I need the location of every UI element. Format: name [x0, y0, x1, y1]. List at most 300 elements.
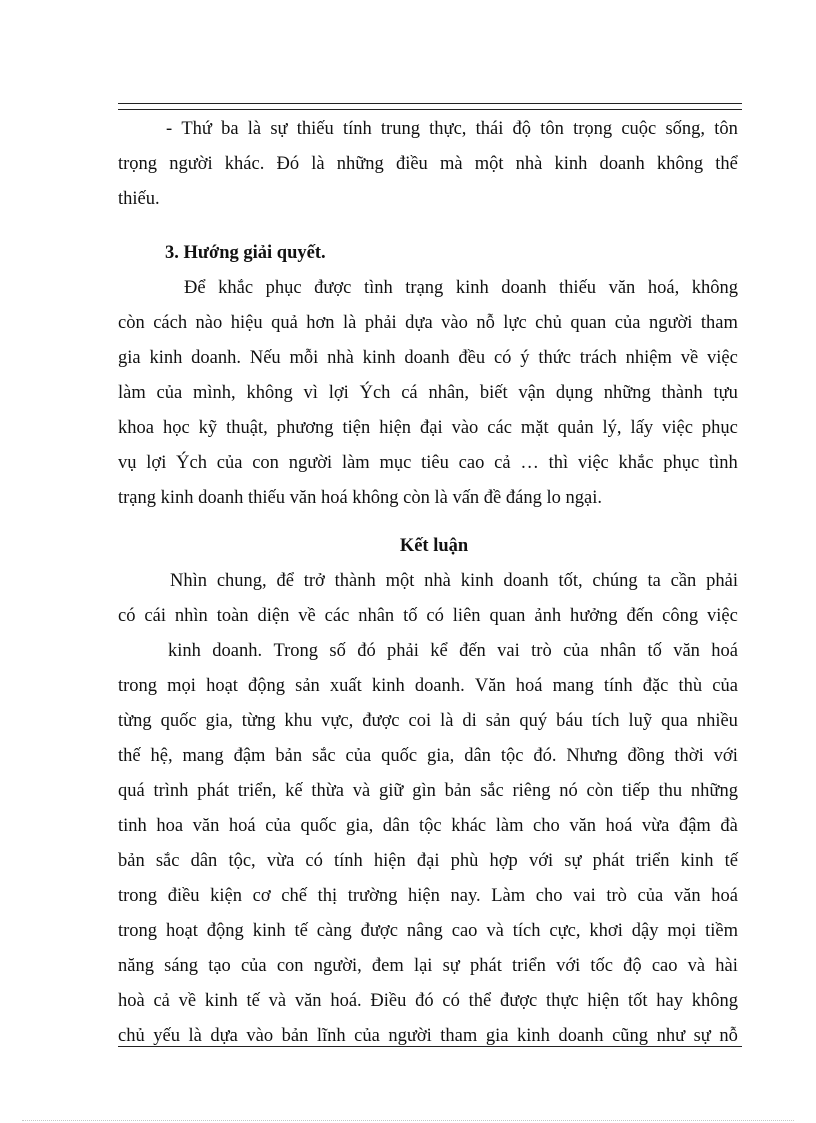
word: hoà: [118, 991, 145, 1011]
word: triển,: [237, 781, 277, 801]
word: phục: [663, 453, 700, 473]
word: động: [248, 676, 286, 696]
word: hoá: [515, 676, 543, 696]
text-line: [118, 446, 738, 481]
word: nhà: [424, 571, 451, 591]
word: mục: [379, 453, 412, 473]
word: trong: [118, 676, 158, 696]
text-line: [118, 112, 738, 147]
word: tiêu: [421, 453, 449, 473]
word: đều: [458, 348, 486, 368]
word: tôn: [540, 119, 564, 139]
word: sự: [270, 119, 288, 139]
word: doanh.: [414, 676, 465, 696]
word: hơn: [306, 313, 335, 333]
word: của: [354, 1026, 380, 1046]
word: việc: [707, 606, 738, 626]
word: việc: [662, 418, 693, 438]
text-line: [118, 949, 738, 984]
word: văn: [569, 816, 597, 836]
word: hoá,: [647, 278, 680, 298]
word: kinh: [204, 991, 238, 1011]
word: lợi: [146, 453, 167, 473]
word: cả: [153, 991, 170, 1011]
word: nhiều: [696, 711, 738, 731]
word: phương: [276, 418, 334, 438]
paragraph-third-point: [118, 112, 738, 217]
word: nhà: [327, 348, 354, 368]
word: cũng: [612, 1026, 649, 1046]
word: doanh: [404, 348, 450, 368]
text-line: [118, 411, 738, 446]
word: thực,: [429, 119, 467, 139]
word: riêng: [512, 781, 551, 801]
word: người,: [313, 956, 362, 976]
word: mỗi: [289, 348, 319, 368]
word: đà: [720, 816, 738, 836]
word: văn: [608, 278, 636, 298]
word: đại: [416, 851, 440, 871]
word: người: [169, 154, 213, 174]
word: cao: [458, 453, 485, 473]
word: triển: [635, 851, 670, 871]
word: những: [603, 383, 651, 403]
word: sáng: [164, 956, 199, 976]
word: vận: [518, 383, 546, 403]
word: quan: [489, 606, 526, 626]
word: thị: [317, 886, 338, 906]
word: sắc: [480, 781, 504, 801]
word: vì: [303, 383, 318, 403]
word: mình,: [193, 383, 236, 403]
word: tinh: [118, 816, 147, 836]
word: Ých: [359, 383, 391, 403]
word: tốt: [627, 991, 648, 1011]
word: thức: [538, 348, 571, 368]
word: còn: [586, 781, 614, 801]
word: nhà: [515, 154, 543, 174]
word: lĩnh: [316, 1026, 346, 1046]
word: kỹ: [198, 418, 218, 438]
word: đại: [420, 418, 443, 438]
word: luỹ: [628, 711, 653, 731]
word: hay: [656, 991, 683, 1011]
word: có: [493, 348, 512, 368]
word: thì: [548, 453, 569, 473]
word: xuất: [329, 676, 362, 696]
word: năng: [118, 956, 154, 976]
word: phục: [701, 418, 738, 438]
word: cái: [144, 606, 166, 626]
word: là: [343, 313, 357, 333]
word: dựa: [405, 313, 433, 333]
word: việc: [577, 453, 609, 473]
word: tế: [246, 991, 260, 1011]
word: tính: [603, 676, 633, 696]
word: kinh: [362, 348, 396, 368]
word: đậm: [678, 816, 711, 836]
word: sắc: [155, 851, 180, 871]
word: Nhưng: [566, 746, 618, 766]
word: -: [166, 119, 173, 139]
text-line: [118, 271, 738, 306]
word: doanh: [599, 154, 645, 174]
word: Điều: [370, 991, 407, 1011]
word: Nhìn: [170, 571, 207, 591]
word: kinh: [149, 348, 183, 368]
word: được: [314, 278, 352, 298]
word: phải: [387, 641, 419, 661]
section-heading: 3. Hướng giải quyết.: [165, 243, 326, 263]
word: đó: [415, 991, 434, 1011]
word: gia,: [205, 711, 233, 731]
word: phát: [592, 851, 625, 871]
word: tích: [512, 921, 541, 941]
word: khu: [284, 711, 313, 731]
word: văn: [294, 991, 322, 1011]
word: vào: [246, 1026, 274, 1046]
word: của: [637, 886, 664, 906]
word: ta: [647, 571, 661, 591]
word: di: [462, 711, 477, 731]
word: kinh: [252, 921, 286, 941]
word: thù: [678, 676, 703, 696]
word: không: [656, 154, 704, 174]
word: phát: [469, 956, 502, 976]
word: hoá: [711, 641, 738, 661]
word: học: [162, 418, 190, 438]
word: tính: [334, 851, 363, 871]
word: được: [360, 921, 398, 941]
word: công: [662, 606, 699, 626]
word: Văn: [474, 676, 506, 696]
word: hài: [715, 956, 738, 976]
word: với: [556, 956, 581, 976]
word: thiếu: [296, 119, 334, 139]
word: toàn: [216, 606, 249, 626]
word: những: [336, 154, 384, 174]
text-line: [118, 844, 738, 879]
word: Nếu: [249, 348, 281, 368]
word: cao: [451, 921, 478, 941]
word: mọi: [167, 676, 196, 696]
word: ảnh: [534, 606, 562, 626]
word: đặc: [642, 676, 669, 696]
word: vừa: [641, 816, 670, 836]
word: hưởng: [570, 606, 618, 626]
word: đem: [371, 956, 404, 976]
text-line: [118, 147, 738, 182]
word: có: [426, 606, 444, 626]
word: sản: [295, 676, 320, 696]
word: Ých: [176, 453, 207, 473]
word: từng: [241, 711, 276, 731]
word: là: [247, 119, 262, 139]
word: tham: [700, 313, 738, 333]
word: tố: [403, 606, 418, 626]
word: nhiệm: [625, 348, 672, 368]
word: gia,: [345, 816, 374, 836]
word: nào: [195, 313, 223, 333]
word: khơi: [589, 921, 623, 941]
word: diện: [257, 606, 290, 626]
word: về: [680, 348, 699, 368]
word: Đó: [276, 154, 300, 174]
word: liên: [452, 606, 481, 626]
word: Để: [184, 278, 206, 298]
word: lý,: [602, 418, 622, 438]
word: đậm: [233, 746, 266, 766]
word: nó: [559, 781, 578, 801]
word: quá: [118, 781, 145, 801]
word: dụng: [555, 383, 593, 403]
word: chung,: [216, 571, 267, 591]
word: tộc,: [228, 851, 256, 871]
word: là: [311, 154, 325, 174]
word: không: [691, 991, 738, 1011]
text-line: thiếu.: [118, 189, 160, 209]
word: coi: [408, 711, 432, 731]
word: người: [388, 1026, 432, 1046]
word: được: [499, 991, 538, 1011]
word: quả: [271, 313, 298, 333]
word: cá: [401, 383, 418, 403]
word: không: [691, 278, 738, 298]
word: khác.: [224, 154, 265, 174]
word: tình: [363, 278, 393, 298]
text-line: [118, 914, 738, 949]
word: hoá: [711, 886, 738, 906]
word: là: [440, 711, 454, 731]
word: quốc: [381, 746, 418, 766]
word: dân: [190, 851, 218, 871]
word: vụ: [118, 453, 137, 473]
text-line: [118, 1019, 738, 1054]
page-edge-dotted: [22, 1120, 794, 1121]
word: hệ,: [150, 746, 173, 766]
word: làm: [341, 453, 370, 473]
word: giữ: [379, 781, 404, 801]
word: cơ: [252, 886, 271, 906]
word: và: [486, 921, 504, 941]
word: bản: [444, 781, 472, 801]
word: triển: [512, 956, 546, 976]
word: bản: [275, 746, 303, 766]
word: dậy: [631, 921, 659, 941]
word: vực,: [321, 711, 354, 731]
word: Trong: [273, 641, 319, 661]
text-line: [118, 564, 738, 599]
word: tình: [709, 453, 738, 473]
word: báu: [556, 711, 583, 731]
word: kinh: [554, 154, 588, 174]
word: hoá.: [330, 991, 362, 1011]
document-body: [118, 112, 738, 1054]
word: ý: [520, 348, 530, 368]
word: cho: [533, 816, 560, 836]
word: có: [442, 991, 460, 1011]
word: doanh: [558, 1026, 604, 1046]
word: vai: [573, 886, 596, 906]
word: chế: [281, 886, 307, 906]
text-line: [118, 774, 738, 809]
word: thuật,: [226, 418, 268, 438]
word: làm: [118, 383, 146, 403]
word: biết: [479, 383, 508, 403]
word: hiện: [373, 851, 406, 871]
word: thừa: [311, 781, 344, 801]
word: cho: [535, 886, 563, 906]
word: khoa: [118, 418, 154, 438]
word: hoạt: [165, 921, 198, 941]
word: cuộc: [621, 119, 657, 139]
word: trường: [347, 886, 398, 906]
word: trọng: [118, 154, 158, 174]
word: sự: [564, 851, 582, 871]
paragraph-solution: [118, 271, 738, 516]
word: của: [563, 641, 589, 661]
word: còn: [118, 313, 145, 333]
word: tham: [440, 1026, 478, 1046]
text-line: [118, 669, 738, 704]
footer-rule: [118, 1046, 742, 1047]
word: vào: [441, 313, 468, 333]
text-line: [118, 879, 738, 914]
word: kế: [285, 781, 303, 801]
word: hiệu: [230, 313, 263, 333]
word: việc: [706, 348, 738, 368]
word: sản: [485, 711, 511, 731]
word: gia,: [427, 746, 455, 766]
word: nhân,: [428, 383, 470, 403]
text-line: [118, 306, 738, 341]
word: nỗ: [719, 1026, 738, 1046]
word: con: [276, 956, 304, 976]
word: yếu: [153, 1026, 180, 1046]
word: của: [614, 313, 641, 333]
word: trung: [380, 119, 420, 139]
text-line: [118, 341, 738, 376]
word: con: [252, 453, 279, 473]
word: quốc: [160, 711, 197, 731]
word: gia: [485, 1026, 509, 1046]
text-line: [118, 739, 738, 774]
word: trình: [153, 781, 189, 801]
word: thái: [475, 119, 504, 139]
word: tộc: [419, 816, 442, 836]
word: kể: [430, 641, 448, 661]
word: quý: [519, 711, 548, 731]
word: phục: [265, 278, 302, 298]
word: trở: [303, 571, 325, 591]
word: hiện: [587, 991, 620, 1011]
word: về: [178, 991, 197, 1011]
word: về: [298, 606, 316, 626]
word: sự: [442, 956, 460, 976]
word: văn: [673, 641, 700, 661]
word: hoa: [156, 816, 184, 836]
word: gia: [118, 348, 141, 368]
word: một: [474, 154, 504, 174]
word: sống,: [665, 119, 706, 139]
word: bản: [118, 851, 145, 871]
word: chúng: [592, 571, 638, 591]
word: kinh: [455, 278, 489, 298]
word: nâng: [406, 921, 443, 941]
word: gìn: [412, 781, 436, 801]
word: tạo: [208, 956, 231, 976]
word: động: [206, 921, 244, 941]
word: tiềm: [705, 921, 738, 941]
word: kiện: [210, 886, 243, 906]
word: nhìn: [174, 606, 208, 626]
word: hoạt: [206, 676, 238, 696]
word: thành: [661, 383, 703, 403]
word: mọi: [667, 921, 697, 941]
word: người: [288, 453, 333, 473]
word: các: [487, 418, 512, 438]
word: hoá: [605, 816, 633, 836]
word: của: [216, 453, 243, 473]
word: có: [305, 851, 323, 871]
word: hợp: [489, 851, 518, 871]
word: đến: [459, 641, 486, 661]
word: khắc: [618, 453, 654, 473]
word: và: [687, 956, 706, 976]
word: từng: [118, 711, 152, 731]
word: chủ: [118, 1026, 145, 1046]
word: tính: [342, 119, 372, 139]
word: đó.: [533, 746, 557, 766]
word: khắc: [218, 278, 254, 298]
word: tựu: [713, 383, 738, 403]
word: của: [156, 383, 183, 403]
word: trò: [606, 886, 627, 906]
word: tôn: [714, 119, 738, 139]
word: doanh: [501, 278, 547, 298]
word: sự: [693, 1026, 711, 1046]
word: mà: [439, 154, 463, 174]
word: tiếp: [622, 781, 650, 801]
word: dựa: [210, 1026, 238, 1046]
word: với: [528, 851, 554, 871]
word: kinh: [516, 1026, 550, 1046]
word: tiện: [342, 418, 371, 438]
word: có: [118, 606, 136, 626]
word: là: [188, 1026, 202, 1046]
word: thực: [545, 991, 579, 1011]
word: kinh: [460, 571, 494, 591]
word: dân: [382, 816, 410, 836]
word: của: [345, 746, 372, 766]
word: và: [352, 781, 371, 801]
word: cần: [670, 571, 697, 591]
word: kinh: [371, 676, 405, 696]
word: trò: [531, 641, 552, 661]
word: để: [276, 571, 294, 591]
word: tốc: [590, 956, 614, 976]
word: thời: [674, 746, 704, 766]
word: sắc: [312, 746, 336, 766]
word: được: [362, 711, 400, 731]
word: kinh: [680, 851, 714, 871]
word: mang: [182, 746, 224, 766]
word: qua: [661, 711, 688, 731]
word: doanh: [503, 571, 549, 591]
word: làm: [495, 816, 524, 836]
word: thế: [118, 746, 141, 766]
word: trạng: [405, 278, 444, 298]
